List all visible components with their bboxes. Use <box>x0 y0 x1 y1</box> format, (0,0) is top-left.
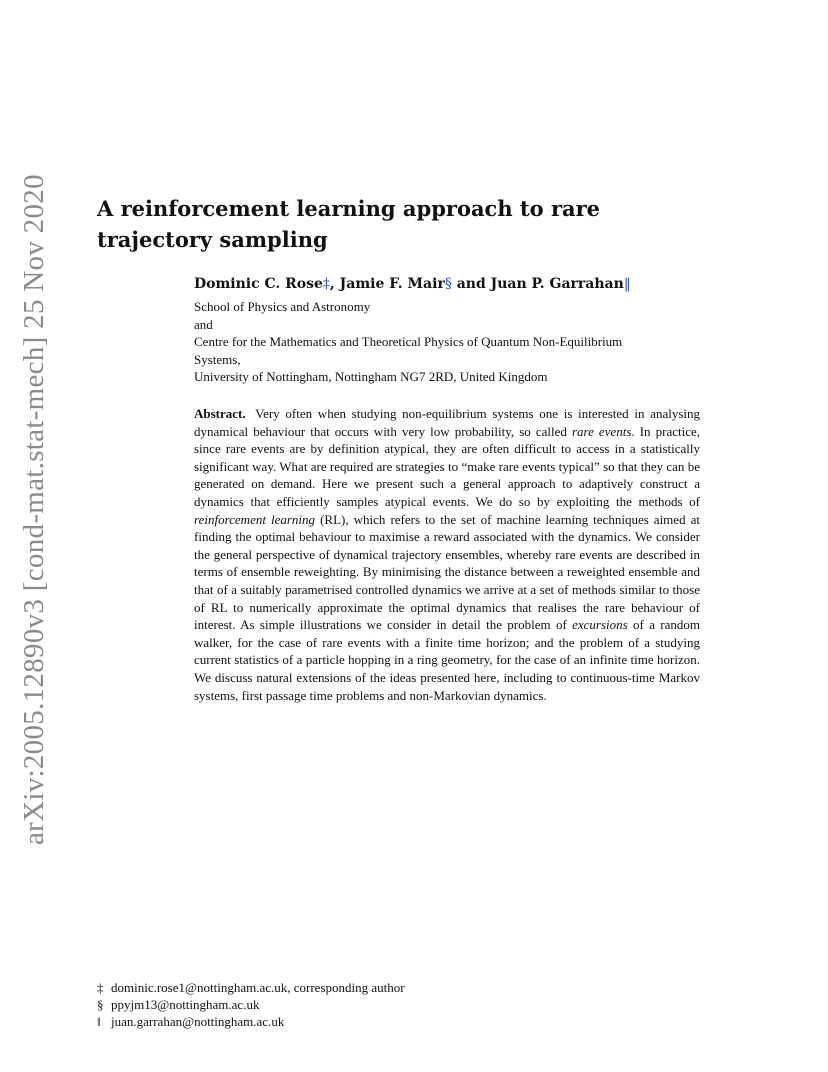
affiliation-line: and <box>194 316 213 332</box>
footnote-mark: § <box>97 997 104 1012</box>
footnotes <box>97 979 617 1030</box>
arxiv-identifier-stamp: arXiv:2005.12890v3 [cond-mat.stat-mech] 25 Nov 2020 <box>18 174 50 845</box>
abstract-emphasis: excursions <box>572 617 628 633</box>
author-name: Jamie F. Mair <box>339 276 445 292</box>
footnote-mark: ‡ <box>97 980 104 995</box>
affiliation-line: School of Physics and Astronomy <box>194 299 371 314</box>
abstract-emphasis: rare events <box>571 423 632 439</box>
affiliation-block <box>194 298 714 386</box>
footnote-text: ppyjm13@nottingham.ac.uk <box>111 997 260 1012</box>
affiliation-line: University of Nottingham, Nottingham NG7 2RD, United Kingdom <box>194 369 548 385</box>
abstract-text: . In practice, since rare events are by definition atypical, they are often difficult to access in a statistically significant way. What are required are strategies to “make rare events typical” so that they can be generated on demand. Here we present such a general approach to adaptively construct a dynamics that efficiently samples atypical events. We do so by exploiting the methods of <box>194 423 700 509</box>
author-name: Juan P. Garrahan <box>490 276 624 292</box>
footnote <box>97 1013 617 1030</box>
footnote <box>97 979 617 996</box>
author-separator: and <box>451 276 491 292</box>
abstract-heading: Abstract. <box>194 406 246 421</box>
affiliation-line: Centre for the Mathematics and Theoretical Physics of Quantum Non-Equilibrium <box>194 334 623 350</box>
affiliation-line: Systems, <box>194 351 241 367</box>
footnote <box>97 996 617 1013</box>
paper-title: A reinforcement learning approach to rare trajectory sampling <box>97 196 601 252</box>
abstract-emphasis: reinforcement learning <box>194 511 316 527</box>
footnote-text: juan.garrahan@nottingham.ac.uk <box>111 1014 285 1029</box>
author-footnote-link[interactable]: § <box>444 276 452 292</box>
author-list <box>194 274 714 294</box>
abstract-text: Very often when studying non-equilibrium systems one is interested in analysing dynamical behaviour that occurs with very low probability, so called <box>194 406 701 439</box>
abstract-text: (RL), which refers to the set of machine learning techniques aimed at finding the optimal behaviour to maximise a reward associated with the dynamics. We consider the general perspective of dynamical trajectory ensembles, whereby rare events are described in terms of ensemble reweighting. By minimising the distance between a reweighted ensemble and that of a suitably parametrised controlled dynamics we arrive at a set of methods similar to those of RL to numerically approximate the optimal dynamics that realises the rare behaviour of interest. As simple illustrations we consider in detail the problem of <box>194 511 700 633</box>
author-name: Dominic C. Rose <box>194 276 323 292</box>
author-footnote-link[interactable]: ‖ <box>623 276 631 292</box>
footnote-mark: ‖ <box>97 1014 101 1029</box>
footnote-text: dominic.rose1@nottingham.ac.uk, corresponding author <box>111 980 405 995</box>
abstract <box>194 405 700 704</box>
author-separator: , <box>329 276 340 292</box>
author-footnote-link[interactable]: ‡ <box>322 276 330 292</box>
abstract-text: of a random walker, for the case of rare events with a finite time horizon; and the problem of a studying current statistics of a particle hopping in a ring geometry, for the case of an infinite time horizon. We discuss natural extensions of the ideas presented here, including to continuous-time Markov systems, first passage time problems and non-Markovian dynamics. <box>194 617 701 703</box>
